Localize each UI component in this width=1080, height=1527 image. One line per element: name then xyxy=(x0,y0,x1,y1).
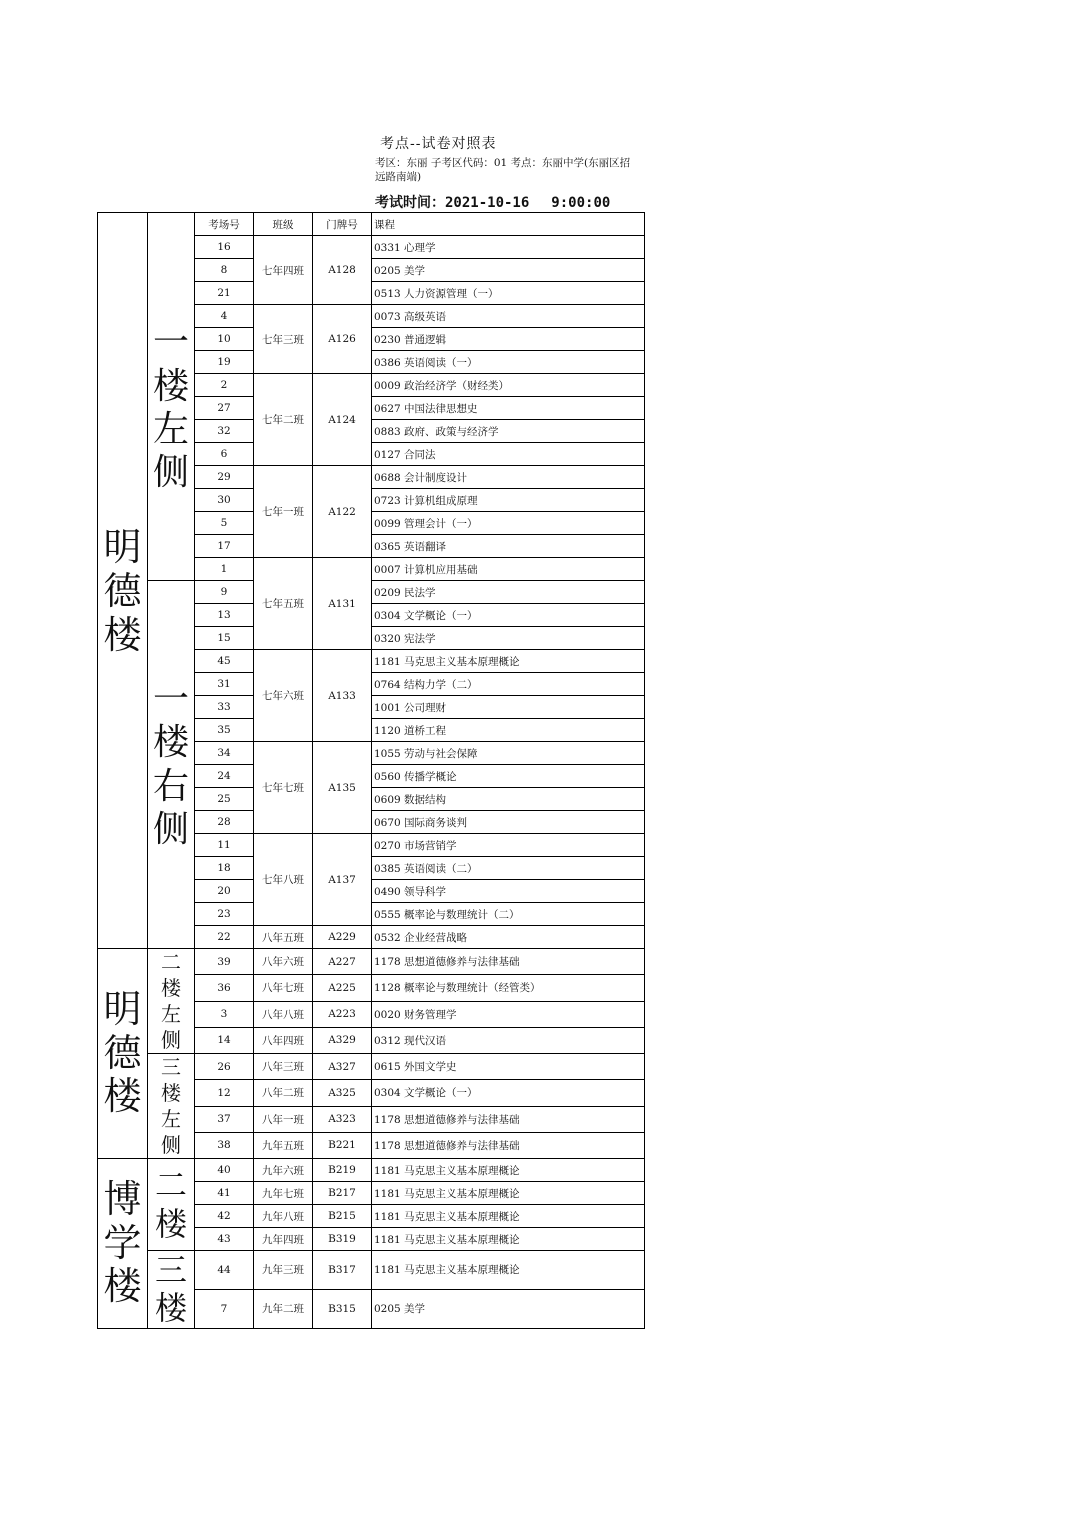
floor-cell xyxy=(148,581,195,949)
room-number: 1 xyxy=(195,558,254,581)
course-name: 0270 市场营销学 xyxy=(372,834,645,857)
room-number: 41 xyxy=(195,1182,254,1205)
class-name: 八年三班 xyxy=(254,1054,313,1080)
room-number: 19 xyxy=(195,351,254,374)
room-number: 43 xyxy=(195,1228,254,1251)
room-number: 21 xyxy=(195,282,254,305)
door-number: A225 xyxy=(313,975,372,1001)
floor-name: 二楼 xyxy=(155,1166,188,1243)
building-cell xyxy=(98,949,148,1159)
room-number: 40 xyxy=(195,1159,254,1182)
room-number: 29 xyxy=(195,466,254,489)
door-number: A325 xyxy=(313,1080,372,1106)
course-name: 1181 马克思主义基本原理概论 xyxy=(372,1228,645,1251)
class-name: 九年八班 xyxy=(254,1205,313,1228)
building-cell xyxy=(98,1159,148,1329)
door-number: A327 xyxy=(313,1054,372,1080)
class-name: 七年七班 xyxy=(254,742,313,834)
door-number: A227 xyxy=(313,949,372,975)
room-number: 26 xyxy=(195,1054,254,1080)
floor-cell xyxy=(148,1251,195,1329)
exam-time xyxy=(375,192,610,212)
door-number: A128 xyxy=(313,236,372,305)
room-number: 8 xyxy=(195,259,254,282)
class-name: 七年六班 xyxy=(254,650,313,742)
room-number: 25 xyxy=(195,788,254,811)
floor-name: 二楼左侧 xyxy=(161,950,181,1052)
course-name: 0007 计算机应用基础 xyxy=(372,558,645,581)
col-header-class: 班级 xyxy=(254,213,313,236)
building-name: 博学楼 xyxy=(103,1176,142,1309)
room-number: 15 xyxy=(195,627,254,650)
room-number: 2 xyxy=(195,374,254,397)
course-name: 0883 政府、政策与经济学 xyxy=(372,420,645,443)
exam-time-label: 考试时间：2021-10-16 xyxy=(375,195,530,211)
door-number: A131 xyxy=(313,558,372,650)
exam-area-info: 考区：东丽 子考区代码：01 考点：东丽中学(东丽区招远路南端) xyxy=(375,157,631,183)
building-cell-header xyxy=(98,213,148,236)
door-number: A124 xyxy=(313,374,372,466)
class-name: 九年七班 xyxy=(254,1182,313,1205)
room-number: 4 xyxy=(195,305,254,328)
course-name: 1178 思想道德修养与法律基础 xyxy=(372,1106,645,1132)
class-name: 七年一班 xyxy=(254,466,313,558)
course-name: 0331 心理学 xyxy=(372,236,645,259)
course-name: 0209 民法学 xyxy=(372,581,645,604)
page-title: 考点--试卷对照表 xyxy=(380,136,497,152)
room-number: 27 xyxy=(195,397,254,420)
table-row xyxy=(98,1054,645,1080)
room-number: 36 xyxy=(195,975,254,1001)
room-number: 18 xyxy=(195,857,254,880)
col-header-room: 考场号 xyxy=(195,213,254,236)
room-number: 11 xyxy=(195,834,254,857)
room-number: 10 xyxy=(195,328,254,351)
floor-name: 三楼左侧 xyxy=(161,1055,181,1157)
room-number: 16 xyxy=(195,236,254,259)
course-name: 1001 公司理财 xyxy=(372,696,645,719)
course-name: 0385 英语阅读（二） xyxy=(372,857,645,880)
course-name: 0304 文学概论（一） xyxy=(372,1080,645,1106)
course-name: 0009 政治经济学（财经类） xyxy=(372,374,645,397)
building-name: 明德楼 xyxy=(103,986,142,1119)
course-name: 0312 现代汉语 xyxy=(372,1027,645,1053)
class-name: 八年五班 xyxy=(254,926,313,949)
course-name: 0723 计算机组成原理 xyxy=(372,489,645,512)
floor-cell xyxy=(148,1054,195,1159)
class-name: 九年六班 xyxy=(254,1159,313,1182)
course-name: 0205 美学 xyxy=(372,259,645,282)
course-name: 0688 会计制度设计 xyxy=(372,466,645,489)
class-name: 九年四班 xyxy=(254,1228,313,1251)
room-number: 35 xyxy=(195,719,254,742)
course-name: 0099 管理会计（一） xyxy=(372,512,645,535)
door-number: A229 xyxy=(313,926,372,949)
course-name: 1178 思想道德修养与法律基础 xyxy=(372,1132,645,1158)
door-number: A122 xyxy=(313,466,372,558)
door-number: A135 xyxy=(313,742,372,834)
room-number: 6 xyxy=(195,443,254,466)
door-number: A137 xyxy=(313,834,372,926)
course-name: 0513 人力资源管理（一） xyxy=(372,282,645,305)
door-number: A133 xyxy=(313,650,372,742)
course-name: 0205 美学 xyxy=(372,1289,645,1328)
course-name: 1055 劳动与社会保障 xyxy=(372,742,645,765)
floor-name: 一楼右侧 xyxy=(153,679,190,850)
course-name: 0073 高级英语 xyxy=(372,305,645,328)
floor-cell xyxy=(148,236,195,581)
course-name: 0320 宪法学 xyxy=(372,627,645,650)
class-name: 九年二班 xyxy=(254,1289,313,1328)
exam-room-table xyxy=(97,212,645,1329)
room-number: 30 xyxy=(195,489,254,512)
room-number: 28 xyxy=(195,811,254,834)
room-number: 39 xyxy=(195,949,254,975)
course-name: 0386 英语阅读（一） xyxy=(372,351,645,374)
floor-cell xyxy=(148,1159,195,1251)
room-number: 24 xyxy=(195,765,254,788)
course-name: 1120 道桥工程 xyxy=(372,719,645,742)
course-name: 0127 合同法 xyxy=(372,443,645,466)
floor-name: 一楼左侧 xyxy=(153,322,190,493)
exam-time-value: 9:00:00 xyxy=(551,195,611,211)
class-name: 九年五班 xyxy=(254,1132,313,1158)
table-row xyxy=(98,949,645,975)
door-number: A126 xyxy=(313,305,372,374)
door-number: A329 xyxy=(313,1027,372,1053)
floor-name: 三楼 xyxy=(155,1251,188,1328)
floor-cell xyxy=(148,949,195,1054)
course-name: 1181 马克思主义基本原理概论 xyxy=(372,1251,645,1290)
course-name: 0230 普通逻辑 xyxy=(372,328,645,351)
building-name: 明德楼 xyxy=(103,525,142,657)
door-number: A323 xyxy=(313,1106,372,1132)
door-number: B217 xyxy=(313,1182,372,1205)
room-number: 45 xyxy=(195,650,254,673)
course-name: 1181 马克思主义基本原理概论 xyxy=(372,1159,645,1182)
class-name: 七年四班 xyxy=(254,236,313,305)
door-number: B219 xyxy=(313,1159,372,1182)
course-name: 1181 马克思主义基本原理概论 xyxy=(372,1205,645,1228)
class-name: 七年五班 xyxy=(254,558,313,650)
class-name: 八年六班 xyxy=(254,949,313,975)
room-number: 34 xyxy=(195,742,254,765)
course-name: 0490 领导科学 xyxy=(372,880,645,903)
course-name: 0020 财务管理学 xyxy=(372,1001,645,1027)
room-number: 44 xyxy=(195,1251,254,1290)
room-number: 22 xyxy=(195,926,254,949)
course-name: 0560 传播学概论 xyxy=(372,765,645,788)
room-number: 3 xyxy=(195,1001,254,1027)
course-name: 0627 中国法律思想史 xyxy=(372,397,645,420)
class-name: 八年二班 xyxy=(254,1080,313,1106)
door-number: B315 xyxy=(313,1289,372,1328)
room-number: 20 xyxy=(195,880,254,903)
table-row xyxy=(98,1251,645,1290)
course-name: 0609 数据结构 xyxy=(372,788,645,811)
door-number: A223 xyxy=(313,1001,372,1027)
course-name: 1178 思想道德修养与法律基础 xyxy=(372,949,645,975)
table-header-row xyxy=(98,213,645,236)
room-number: 23 xyxy=(195,903,254,926)
class-name: 七年八班 xyxy=(254,834,313,926)
room-number: 37 xyxy=(195,1106,254,1132)
class-name: 八年八班 xyxy=(254,1001,313,1027)
course-name: 0670 国际商务谈判 xyxy=(372,811,645,834)
course-name: 1181 马克思主义基本原理概论 xyxy=(372,650,645,673)
table-row xyxy=(98,581,645,604)
class-name: 九年三班 xyxy=(254,1251,313,1290)
door-number: B221 xyxy=(313,1132,372,1158)
room-number: 31 xyxy=(195,673,254,696)
col-header-course: 课程 xyxy=(372,213,645,236)
room-number: 9 xyxy=(195,581,254,604)
room-number: 12 xyxy=(195,1080,254,1106)
class-name: 七年二班 xyxy=(254,374,313,466)
col-header-door: 门牌号 xyxy=(313,213,372,236)
room-number: 14 xyxy=(195,1027,254,1053)
building-cell xyxy=(98,236,148,949)
room-number: 7 xyxy=(195,1289,254,1328)
room-number: 38 xyxy=(195,1132,254,1158)
course-name: 1181 马克思主义基本原理概论 xyxy=(372,1182,645,1205)
course-name: 1128 概率论与数理统计（经管类） xyxy=(372,975,645,1001)
room-number: 32 xyxy=(195,420,254,443)
door-number: B319 xyxy=(313,1228,372,1251)
course-name: 0615 外国文学史 xyxy=(372,1054,645,1080)
room-number: 33 xyxy=(195,696,254,719)
floor-cell-header xyxy=(148,213,195,236)
class-name: 七年三班 xyxy=(254,305,313,374)
room-number: 5 xyxy=(195,512,254,535)
course-name: 0555 概率论与数理统计（二） xyxy=(372,903,645,926)
class-name: 八年七班 xyxy=(254,975,313,1001)
class-name: 八年一班 xyxy=(254,1106,313,1132)
course-name: 0532 企业经营战略 xyxy=(372,926,645,949)
room-number: 17 xyxy=(195,535,254,558)
room-number: 13 xyxy=(195,604,254,627)
table-row xyxy=(98,236,645,259)
door-number: B317 xyxy=(313,1251,372,1290)
door-number: B215 xyxy=(313,1205,372,1228)
course-name: 0304 文学概论（一） xyxy=(372,604,645,627)
class-name: 八年四班 xyxy=(254,1027,313,1053)
course-name: 0365 英语翻译 xyxy=(372,535,645,558)
table-row xyxy=(98,1159,645,1182)
course-name: 0764 结构力学（二） xyxy=(372,673,645,696)
room-number: 42 xyxy=(195,1205,254,1228)
